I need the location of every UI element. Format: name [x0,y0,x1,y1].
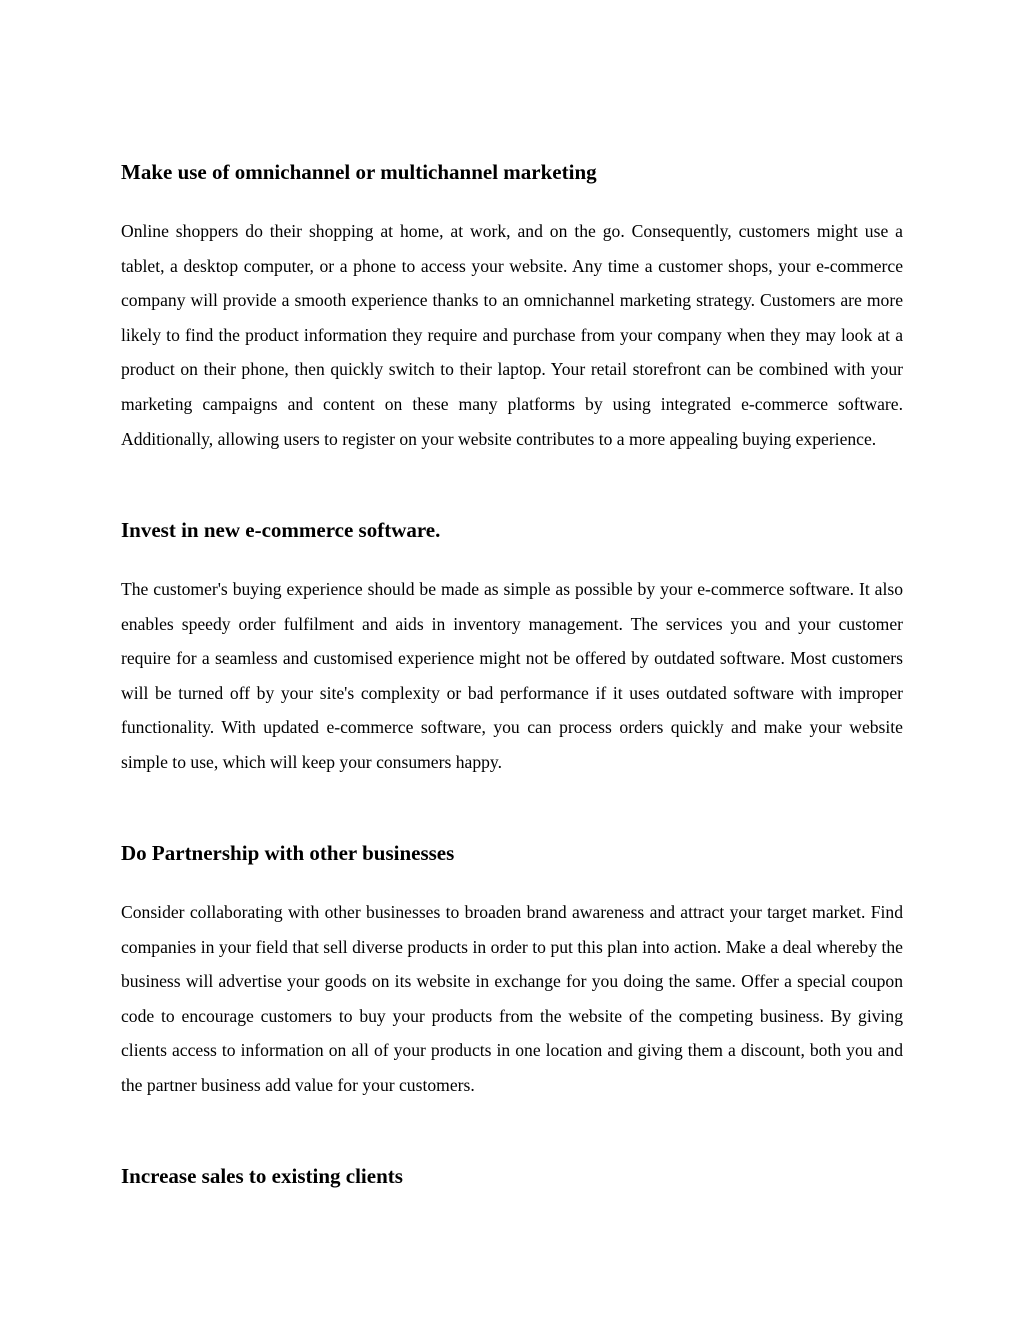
section-heading-partnership: Do Partnership with other businesses [121,841,455,865]
section-body-omnichannel: Online shoppers do their shopping at home, at work, and on the go. Consequently, customers might use a tablet, a desktop computer, or a phone to access your website. Any time a customer shops, your e-commerce company will provide a smooth experience thanks to an omnichannel marketing strategy. Customers are more likely to find the product information they require and purchase from your company when they may look at a product on their phone, then quickly switch to their laptop. Your retail storefront can be combined with your marketing campaigns and content on these many platforms by using integrated e-commerce software. Additionally, allowing users to register on your website contributes to a more appealing buying experience. [121,221,903,449]
section-heading-existing-clients: Increase sales to existing clients [121,1164,403,1188]
section-body-partnership: Consider collaborating with other businesses to broaden brand awareness and attract your target market. Find companies in your field that sell diverse products in order to put this plan into action. Make a deal whereby the business will advertise your goods on its website in exchange for you doing the same. Offer a special coupon code to encourage customers to buy your products from the website of the competing business. By giving clients access to information on all of your products in one location and giving them a discount, both you and the partner business add value for your customers. [121,902,903,1095]
section-body-ecommerce-software: The customer's buying experience should be made as simple as possible by your e-commerce software. It also enables speedy order fulfilment and aids in inventory management. The services you and your customer require for a seamless and customised experience might not be offered by outdated software. Most customers will be turned off by your site's complexity or bad performance if it uses outdated software with improper functionality. With updated e-commerce software, you can process orders quickly and make your website simple to use, which will keep your consumers happy. [121,579,903,772]
section-heading-omnichannel: Make use of omnichannel or multichannel marketing [121,160,597,184]
section-heading-ecommerce-software: Invest in new e-commerce software. [121,518,441,542]
